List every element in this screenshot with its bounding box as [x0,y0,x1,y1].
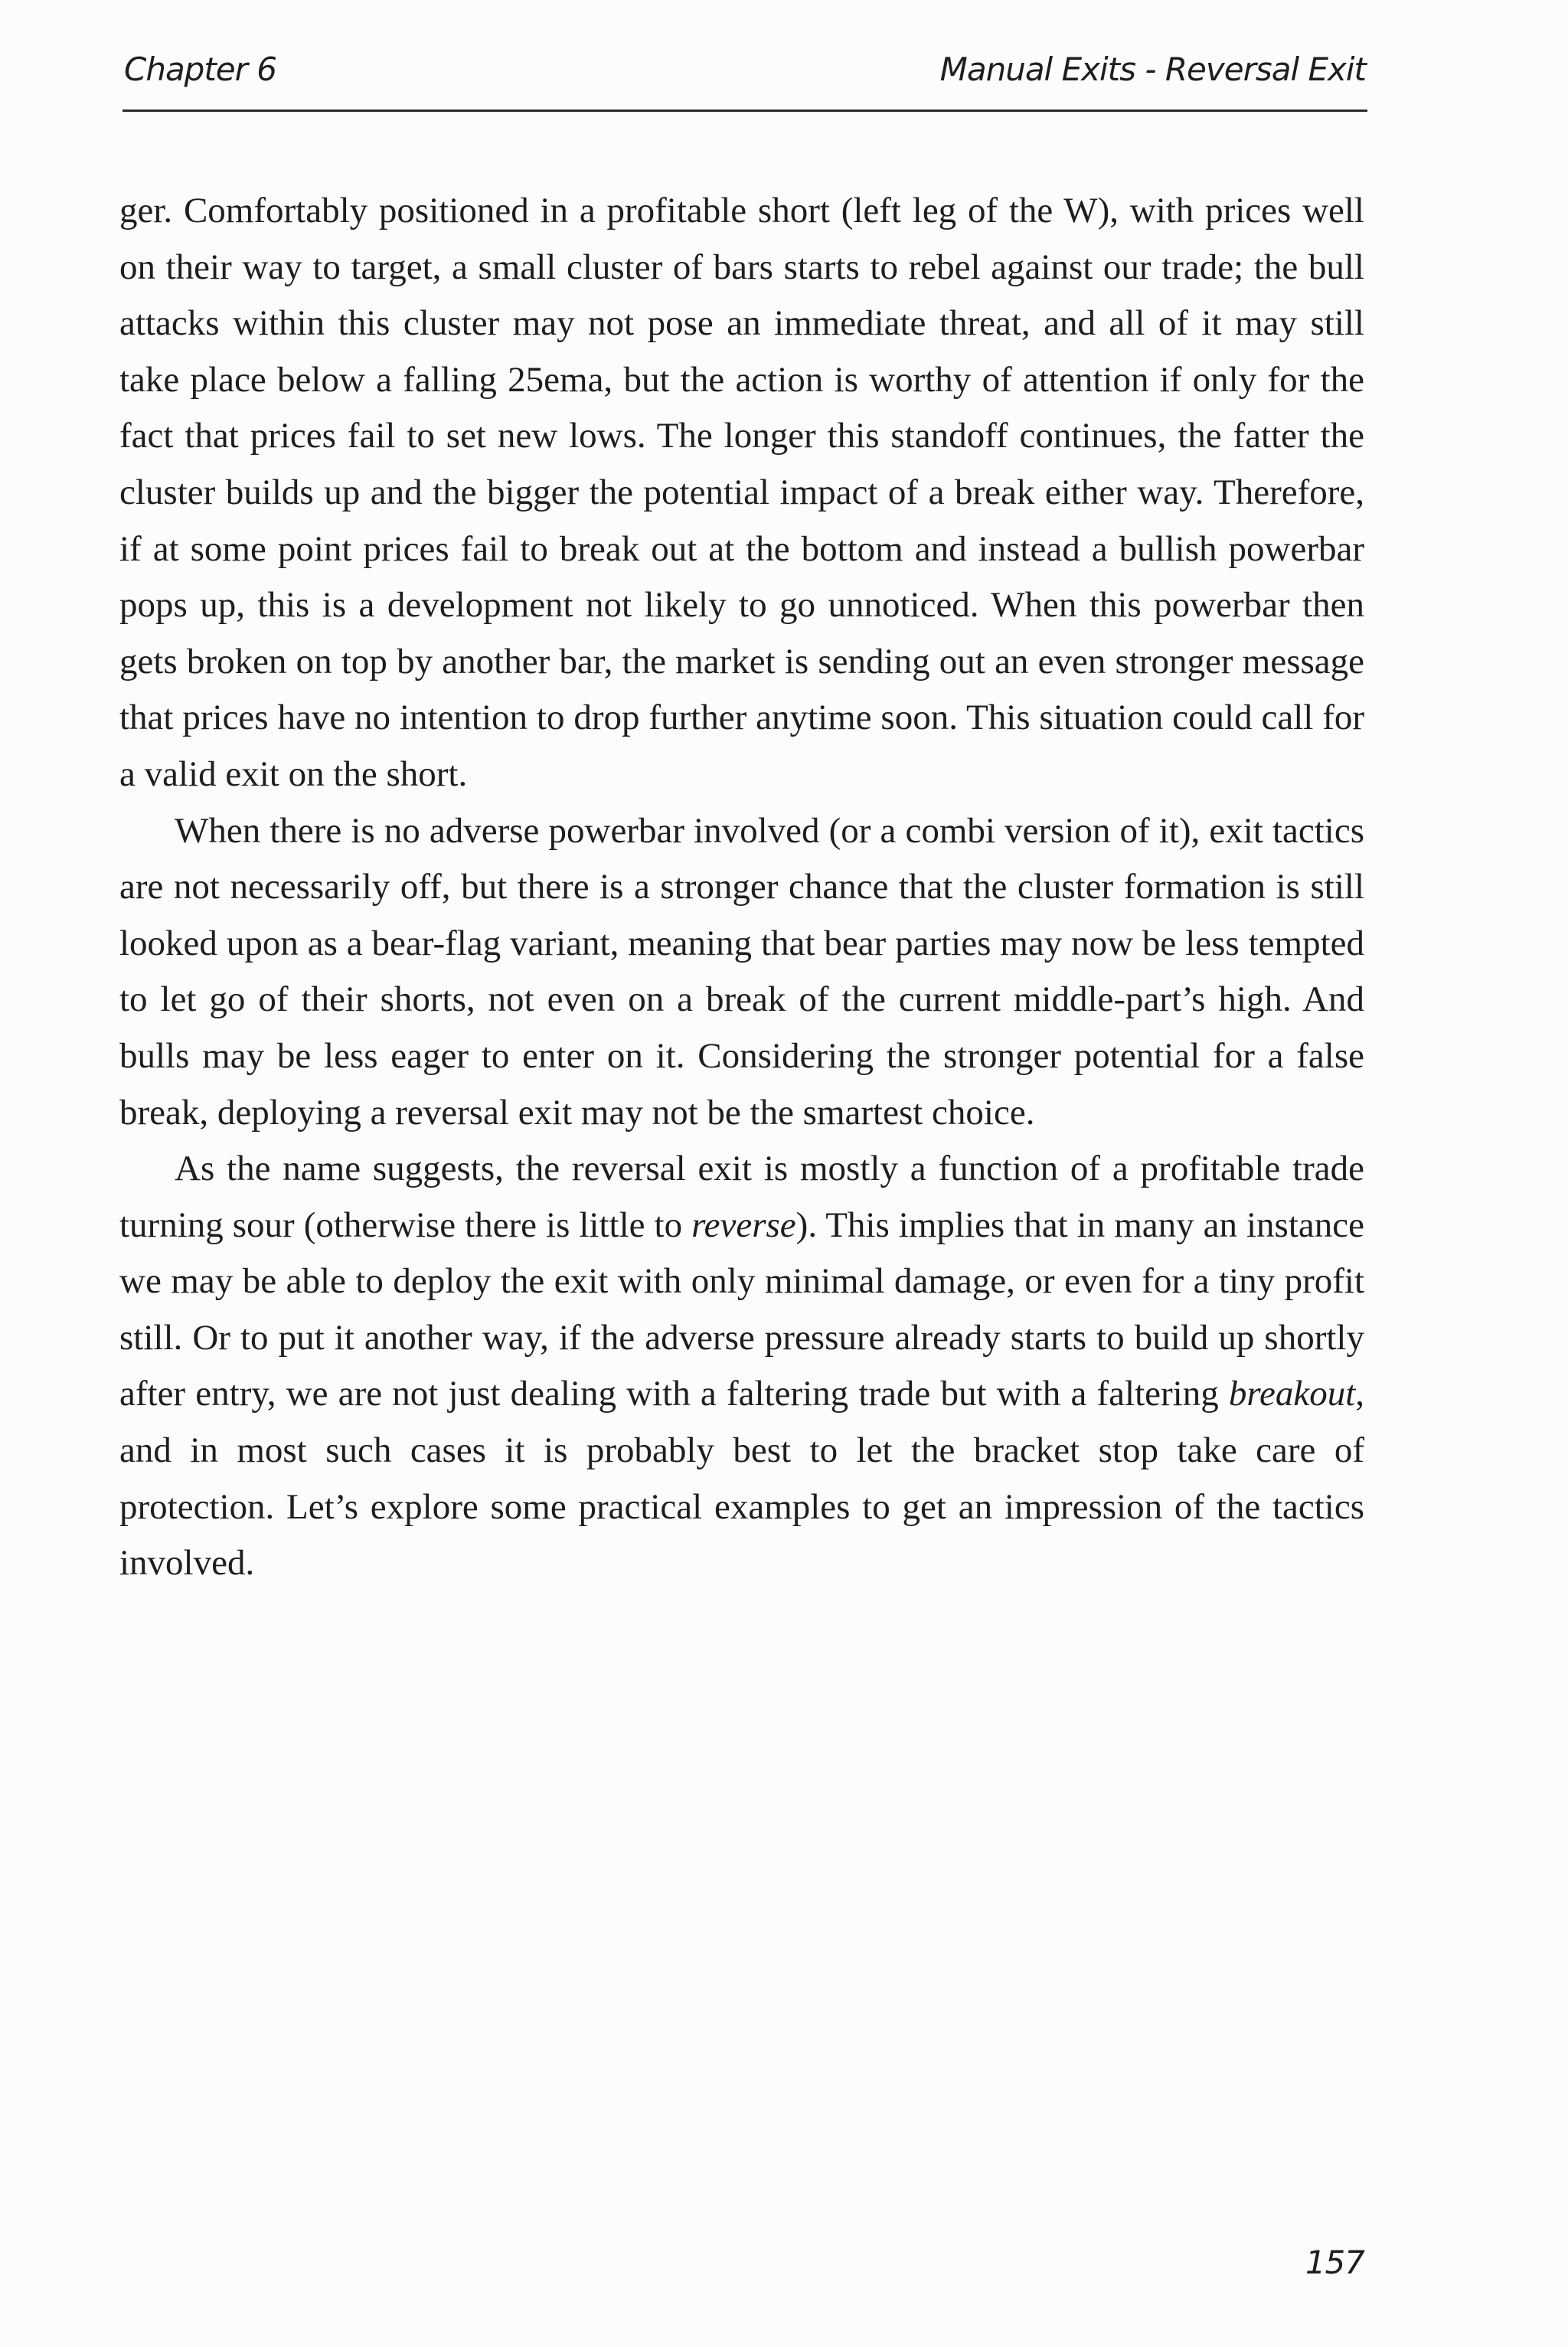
running-head [124,51,1366,104]
paragraph-3 [119,1141,1364,1592]
chapter-label: Chapter 6 [124,51,276,88]
section-title: Manual Exits - Reversal Exit [939,51,1366,88]
paragraph-3-part-1: As the name suggests, the reversal exit is mostly a function of a profitable trade turning sour (otherwise there is little to [119,1149,1364,1245]
paragraph-3-part-3: , and in most such cases it is probably best to let the bracket stop take care of protection. Let’s explore some practical examples to get an impression of the tactics involved. [119,1374,1364,1584]
page-number: 157 [1305,2244,1364,2281]
header-rule [122,110,1367,112]
paragraph-3-part-2: ). This implies that in many an instance we may be able to deploy the exit with only minimal damage, or even for a tiny profit still. Or to put it another way, if the adverse pressure already starts to build up shortly after entry, we are not just dealing with a faltering trade but with a faltering [119,1205,1364,1414]
paragraph-1: ger. Comfortably positioned in a profitable short (left leg of the W), with prices well on their way to target, a small cluster of bars starts to rebel against our trade; the bull attacks within this cluster may not pose an immediate threat, and all of it may still take place below a falling 25ema, but the action is worthy of attention if only for the fact that prices fail to set new lows. The longer this standoff continues, the fatter the cluster builds up and the bigger the potential impact of a break either way. Therefore, if at some point prices fail to break out at the bottom and instead a bullish powerbar pops up, this is a development not likely to go unnoticed. When this powerbar then gets broken on top by another bar, the market is sending out an even stronger message that prices have no intention to drop further anytime soon. This situation could call for a valid exit on the short. [119,191,1364,794]
body-text [119,183,1364,1592]
emphasis-reverse: reverse [691,1205,796,1245]
emphasis-breakout: breakout [1228,1374,1356,1414]
paragraph-2: When there is no adverse powerbar involved (or a combi version of it), exit tactics are not necessarily off, but there is a stronger chance that the cluster formation is still looked upon as a bear-flag variant, meaning that bear parties may now be less tempted to let go of their shorts, not even on a break of the current middle-part’s high. And bulls may be less eager to enter on it. Considering the stronger potential for a false break, deploying a reversal exit may not be the smartest choice. [119,810,1364,1133]
